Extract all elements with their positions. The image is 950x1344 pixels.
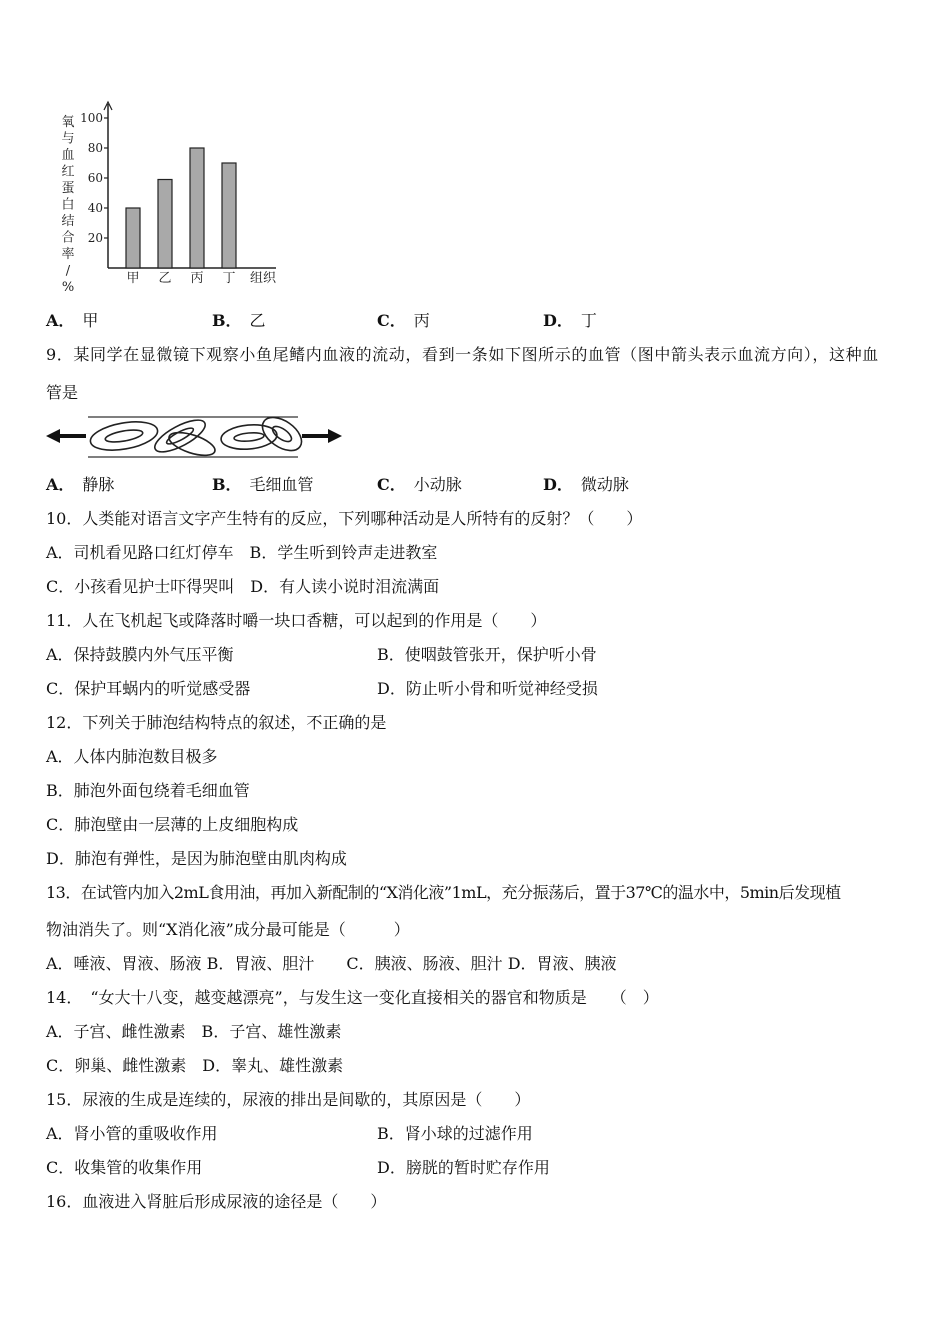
- q11-option-c: C．保护耳蜗内的听觉感受器: [46, 679, 251, 698]
- q14-options-row2: C．卵巢、雌性激素 D．睾丸、雄性激素: [46, 1056, 344, 1075]
- q8-option-a: A． 甲: [46, 311, 99, 330]
- bar-1: [126, 208, 140, 268]
- y-tick-label: 40: [87, 201, 103, 215]
- y-label-char: 结: [61, 214, 75, 229]
- x-tick-label: 丙: [190, 271, 204, 286]
- q13-stem-line2: 物油消失了。则“X消化液”成分最可能是（ ）: [46, 920, 410, 939]
- q15-option-c: C．收集管的收集作用: [46, 1158, 203, 1177]
- y-label-char: 率: [61, 247, 75, 262]
- q9-option-a: A． 静脉: [46, 475, 115, 494]
- chart-x-axis-label: 组织: [250, 271, 277, 286]
- q13-stem-line1: 13．在试管内加入2mL食用油，再加入新配制的“X消化液”1mL，充分振荡后，置于37℃的温水中，5min后发现植: [46, 883, 841, 902]
- y-tick-label: 20: [87, 231, 103, 245]
- q15-stem: 15．尿液的生成是连续的，尿液的排出是间歇的，其原因是（ ）: [46, 1090, 531, 1109]
- y-label-char: 红: [61, 164, 75, 180]
- q11-stem: 11．人在飞机起飞或降落时嚼一块口香糖，可以起到的作用是（ ）: [46, 611, 547, 630]
- q14-stem: 14． “女大十八变，越变越漂亮”，与发生这一变化直接相关的器官和物质是 （ ）: [46, 988, 659, 1007]
- x-tick-label: 乙: [158, 271, 172, 286]
- y-tick-label: 100: [80, 111, 103, 125]
- flow-arrow-right-icon: [302, 429, 342, 443]
- y-label-char: 蛋: [61, 181, 75, 196]
- bar-3: [190, 148, 204, 268]
- q9-stem-line1: 9．某同学在显微镜下观察小鱼尾鳍内血液的流动，看到一条如下图所示的血管（图中箭头表示血流方向），这种血: [46, 345, 879, 364]
- q9-stem-line2: 管是: [46, 383, 79, 402]
- q10-stem: 10．人类能对语言文字产生特有的反应，下列哪种活动是人所特有的反射？（ ）: [46, 509, 643, 528]
- q13-options: A．唾液、胃液、肠液 B．胃液、胆汁 C．胰液、肠液、胆汁 D．胃液、胰液: [46, 954, 617, 973]
- q9-option-c: C． 小动脉: [377, 475, 462, 494]
- q9-option-d: D． 微动脉: [543, 475, 629, 494]
- q12-option-c: C．肺泡壁由一层薄的上皮细胞构成: [46, 815, 299, 834]
- y-label-char: 血: [61, 148, 75, 163]
- q12-option-b: B．肺泡外面包绕着毛细血管: [46, 781, 250, 800]
- q10-options-row1: A．司机看见路口红灯停车 B．学生听到铃声走进教室: [46, 543, 438, 562]
- flow-arrow-left-icon: [46, 429, 86, 443]
- y-label-char: /: [65, 263, 71, 279]
- y-tick-label: 60: [87, 171, 103, 185]
- q11-option-d: D．防止听小骨和听觉神经受损: [377, 679, 598, 698]
- q9-option-b: B． 毛细血管: [212, 475, 314, 494]
- q10-options-row2: C．小孩看见护士吓得哭叫 D．有人读小说时泪流满面: [46, 577, 440, 596]
- q16-stem: 16．血液进入肾脏后形成尿液的途径是（ ）: [46, 1192, 387, 1211]
- oxygen-binding-chart: [60, 100, 300, 295]
- bar-2: [158, 180, 172, 269]
- blood-vessel-diagram: [44, 412, 346, 462]
- y-label-char: 白: [61, 197, 75, 213]
- chart-y-axis-label: [61, 115, 74, 295]
- bar-4: [222, 163, 236, 268]
- q11-option-b: B．使咽鼓管张开，保护听小骨: [377, 645, 597, 664]
- y-label-char: 氧: [61, 115, 75, 130]
- y-label-char: %: [61, 280, 75, 295]
- q8-option-c: C． 丙: [377, 311, 430, 330]
- y-label-char: 与: [61, 131, 75, 147]
- q12-stem: 12．下列关于肺泡结构特点的叙述，不正确的是: [46, 713, 387, 732]
- y-tick-label: 80: [87, 141, 103, 155]
- y-label-char: 合: [61, 230, 75, 246]
- q12-option-d: D．肺泡有弹性，是因为肺泡壁由肌肉构成: [46, 849, 347, 868]
- q15-option-a: A．肾小管的重吸收作用: [46, 1124, 218, 1143]
- q14-options-row1: A．子宫、雌性激素 B．子宫、雄性激素: [46, 1022, 342, 1041]
- x-tick-label: 甲: [126, 271, 140, 286]
- q8-option-d: D． 丁: [543, 311, 597, 330]
- q11-option-a: A．保持鼓膜内外气压平衡: [46, 645, 234, 664]
- q15-option-d: D．膀胱的暂时贮存作用: [377, 1158, 550, 1177]
- q12-option-a: A．人体内肺泡数目极多: [46, 747, 218, 766]
- red-blood-cells-icon: [88, 412, 307, 460]
- q15-option-b: B．肾小球的过滤作用: [377, 1124, 533, 1143]
- q8-option-b: B． 乙: [212, 311, 266, 330]
- x-tick-label: 丁: [222, 271, 236, 286]
